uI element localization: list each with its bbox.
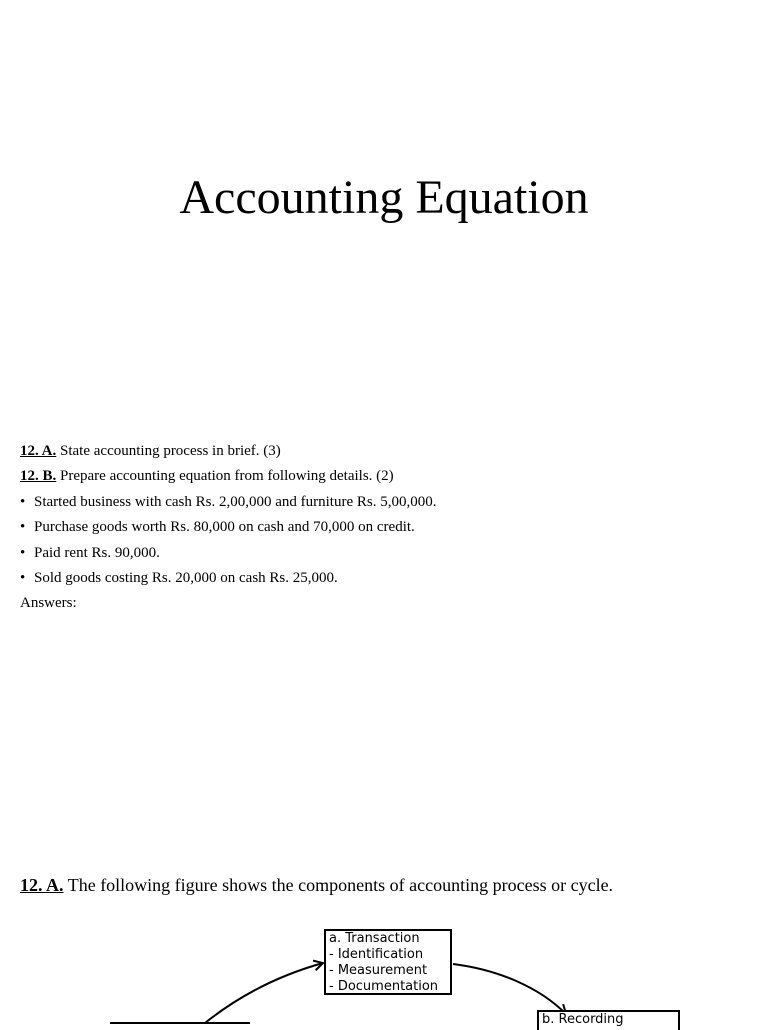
accounting-cycle-diagram — [0, 920, 768, 1027]
box-line: - Identification — [329, 947, 424, 962]
question-text: State accounting process in brief. (3) — [60, 443, 281, 459]
box-line: a. Transaction — [329, 931, 420, 946]
caption-text: The following figure shows the components of accounting process or cycle. — [67, 875, 614, 895]
question-12b — [20, 464, 740, 489]
box-line: - Measurement — [329, 963, 428, 978]
arrow-to-recording — [453, 964, 566, 1014]
arrow-to-transaction — [205, 963, 323, 1023]
list-item — [20, 566, 740, 591]
question-number: 12. A. — [20, 875, 64, 895]
question-text: Prepare accounting equation from following details. (2) — [60, 468, 394, 485]
bullet-icon: • — [20, 519, 26, 536]
list-item-text: Sold goods costing Rs. 20,000 on cash Rs. 25,000. — [34, 570, 338, 587]
box-line: b. Recording — [542, 1012, 624, 1027]
list-item-text: Paid rent Rs. 90,000. — [34, 544, 160, 561]
question-12a — [20, 439, 740, 464]
bullet-icon: • — [20, 493, 26, 510]
page-title: Accounting Equation — [179, 171, 589, 224]
box-line: - Documentation — [329, 979, 439, 994]
answers-label: Answers: — [20, 595, 77, 612]
list-item — [20, 515, 740, 540]
question-number: 12. A. — [20, 443, 57, 459]
list-item — [20, 490, 740, 515]
bullet-icon: • — [20, 570, 26, 587]
figure-caption — [20, 872, 613, 898]
list-item — [20, 541, 740, 566]
question-number: 12. B. — [20, 468, 57, 485]
bullet-icon: • — [20, 544, 26, 561]
transaction-box — [324, 929, 452, 995]
list-item-text: Started business with cash Rs. 2,00,000 and furniture Rs. 5,00,000. — [34, 493, 437, 510]
questions-section — [20, 439, 740, 617]
list-item-text: Purchase goods worth Rs. 80,000 on cash and 70,000 on credit. — [34, 519, 415, 536]
recording-box — [537, 1010, 680, 1030]
